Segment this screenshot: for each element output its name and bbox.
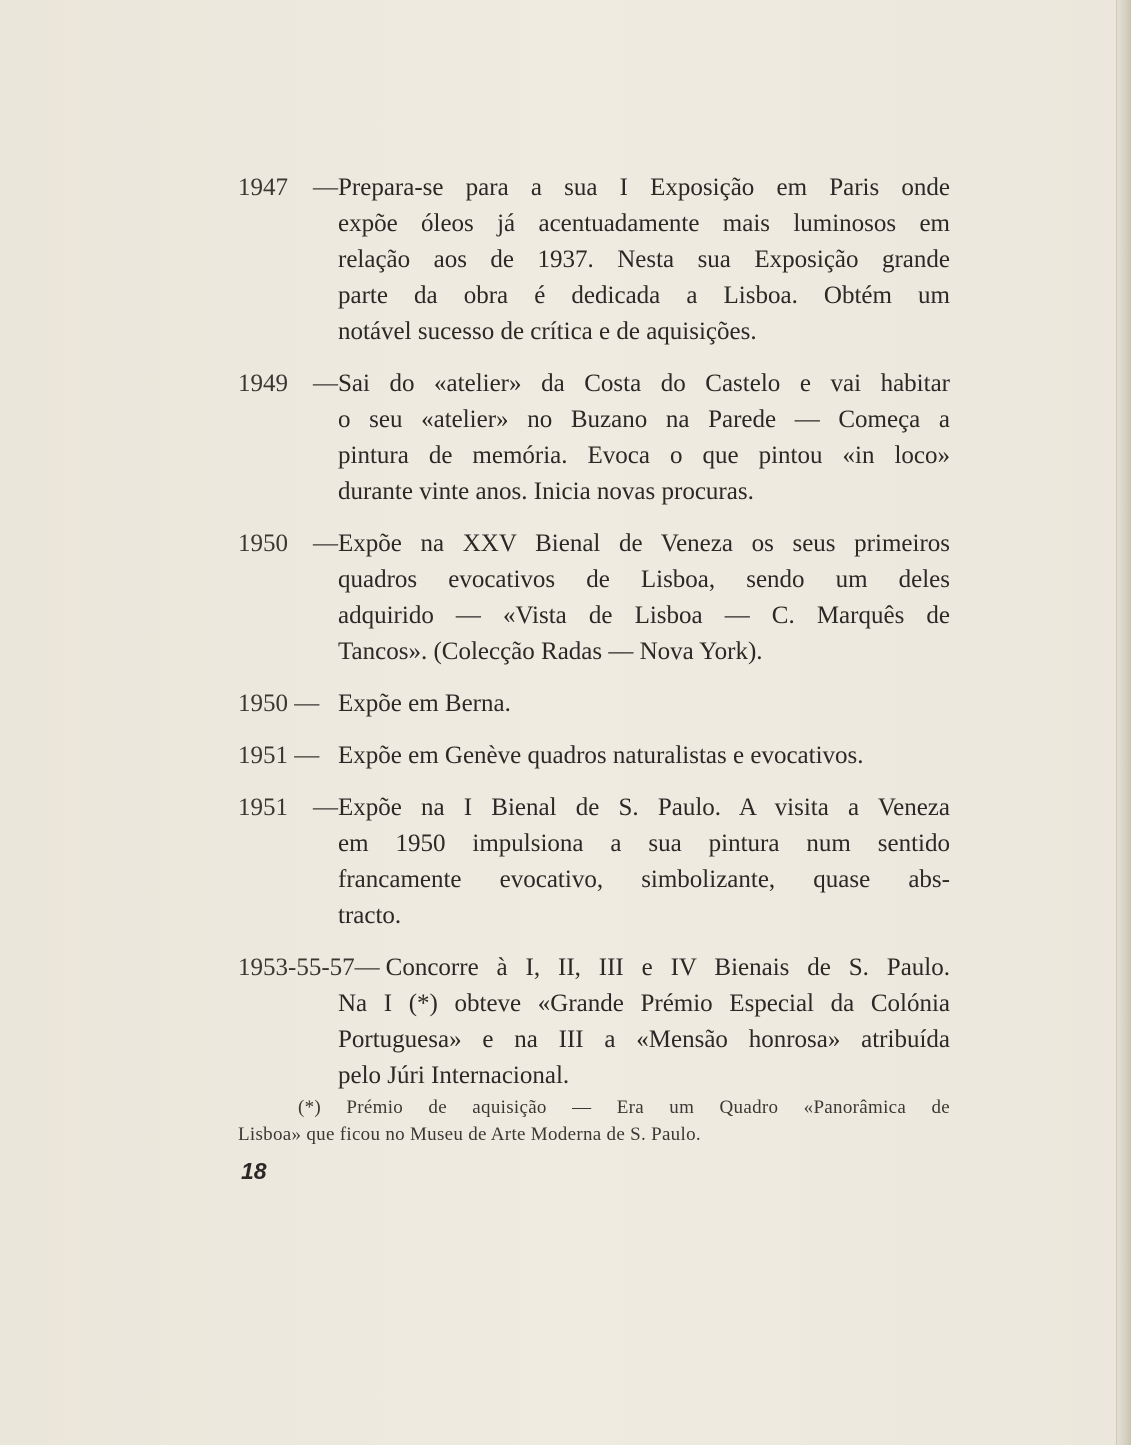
footnote	[238, 1094, 950, 1148]
chronology-entry	[238, 686, 950, 722]
entry-year: 1951 —	[238, 742, 320, 769]
entry-first-line	[238, 950, 950, 986]
entry-text: Prepara-se para a sua I Exposição em Paris onde	[338, 174, 950, 201]
entry-text-line: quadros evocativos de Lisboa, sendo um deles	[338, 566, 950, 593]
entry-year: 1950 —	[238, 530, 338, 557]
entry-text: Expõe em Berna.	[338, 690, 511, 717]
chronology-list	[238, 170, 950, 1110]
chronology-entry	[238, 950, 950, 1094]
chronology-entry	[238, 526, 950, 670]
entry-text-line: Portuguesa» e na III a «Mensão honrosa» atribuída	[338, 1026, 950, 1053]
entry-text-line: relação aos de 1937. Nesta sua Exposição grande	[338, 246, 950, 273]
entry-first-line	[238, 366, 950, 402]
page-number: 18	[241, 1158, 267, 1184]
entry-first-line	[238, 526, 950, 562]
entry-text-line: durante vinte anos. Inicia novas procuras.	[338, 478, 754, 505]
entry-first-line	[238, 790, 950, 826]
entry-text-line: francamente evocativo, simbolizante, quase abs-	[338, 866, 950, 893]
entry-first-line	[238, 738, 950, 774]
page-edge-shadow	[1116, 0, 1131, 1445]
chronology-entry	[238, 366, 950, 510]
entry-year: 1947 —	[238, 174, 338, 201]
chronology-entry	[238, 790, 950, 934]
entry-text-line: Na I (*) obteve «Grande Prémio Especial da Colónia	[338, 990, 950, 1017]
entry-text-line: adquirido — «Vista de Lisboa — C. Marquês de	[338, 602, 950, 629]
chronology-entry	[238, 738, 950, 774]
entry-text: Expõe em Genève quadros naturalistas e evocativos.	[338, 742, 864, 769]
entry-text: Expõe na I Bienal de S. Paulo. A visita a Veneza	[338, 794, 950, 821]
footnote-line: Lisboa» que ficou no Museu de Arte Moderna de S. Paulo.	[238, 1124, 701, 1145]
entry-text-line: pintura de memória. Evoca o que pintou «in loco»	[338, 442, 950, 469]
entry-year: 1951 —	[238, 794, 338, 821]
entry-text-line: o seu «atelier» no Buzano na Parede — Começa a	[338, 406, 950, 433]
entry-year: 1953-55-57—	[238, 954, 380, 981]
entry-text-line: parte da obra é dedicada a Lisboa. Obtém um	[338, 282, 950, 309]
entry-first-line	[238, 170, 950, 206]
entry-text-line: Tancos». (Colecção Radas — Nova York).	[338, 638, 763, 665]
entry-year: 1950 —	[238, 690, 320, 717]
entry-text: Concorre à I, II, III e IV Bienais de S. Paulo.	[385, 954, 950, 981]
entry-text: Sai do «atelier» da Costa do Castelo e vai habitar	[338, 370, 950, 397]
chronology-entry	[238, 170, 950, 350]
entry-text-line: pelo Júri Internacional.	[338, 1062, 570, 1089]
entry-text: Expõe na XXV Bienal de Veneza os seus primeiros	[338, 530, 950, 557]
entry-text-line: em 1950 impulsiona a sua pintura num sentido	[338, 830, 950, 857]
footnote-line: (*) Prémio de aquisição — Era um Quadro «Panorâmica de	[298, 1097, 950, 1118]
entry-text-line: expõe óleos já acentuadamente mais luminosos em	[338, 210, 950, 237]
entry-year: 1949 —	[238, 370, 338, 397]
entry-text-line: tracto.	[338, 902, 402, 929]
entry-text-line: notável sucesso de crítica e de aquisições.	[338, 318, 757, 345]
entry-first-line	[238, 686, 950, 722]
